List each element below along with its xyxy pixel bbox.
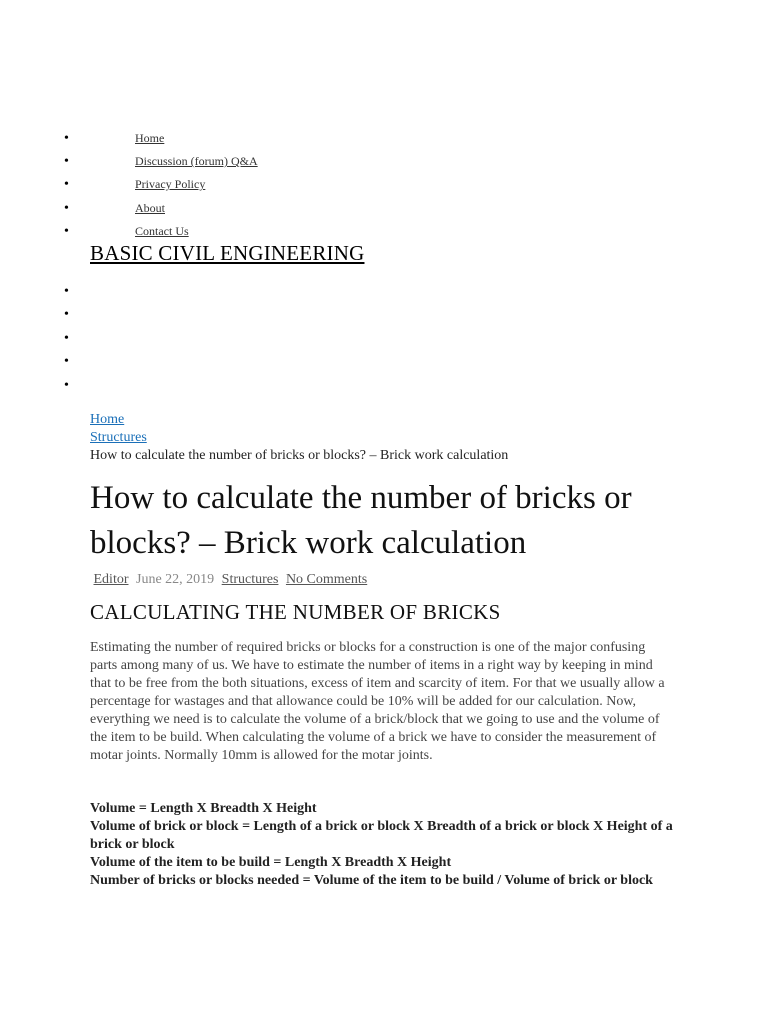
breadcrumb xyxy=(90,411,508,465)
nav-link-privacy-policy[interactable]: Privacy Policy xyxy=(135,177,206,192)
site-title[interactable]: BASIC CIVIL ENGINEERING xyxy=(90,241,365,265)
formula-list xyxy=(90,800,674,890)
bullet-icon: • xyxy=(64,200,69,216)
post-title: How to calculate the number of bricks or blocks? – Brick work calculation xyxy=(90,480,632,561)
breadcrumb-current: How to calculate the number of bricks or blocks? – Brick work calculation xyxy=(90,448,509,463)
formula-bricks-needed: Number of bricks or blocks needed = Volume of the item to be build / Volume of brick or block xyxy=(90,873,653,888)
nav-link-discussion[interactable]: Discussion (forum) Q&A xyxy=(135,154,258,169)
formula-volume: Volume = Length X Breadth X Height xyxy=(90,801,317,816)
nav-link-contact-us[interactable]: Contact Us xyxy=(135,223,189,238)
bullet-icon: • xyxy=(64,377,69,393)
breadcrumb-category-link[interactable]: Structures xyxy=(90,430,147,445)
bullet-icon: • xyxy=(64,330,69,346)
bullet-icon: • xyxy=(64,354,69,370)
formula-item-volume: Volume of the item to be build = Length X Breadth X Height xyxy=(90,855,452,870)
post-meta xyxy=(90,572,371,588)
bullet-icon: • xyxy=(64,154,69,170)
nav-link-about[interactable]: About xyxy=(135,200,165,215)
comments-link[interactable]: No Comments xyxy=(285,572,368,587)
category-link[interactable]: Structures xyxy=(221,572,279,587)
bullet-icon: • xyxy=(64,223,69,239)
author-link[interactable]: Editor xyxy=(93,572,129,587)
formula-brick-volume: Volume of brick or block = Length of a brick or block X Breadth of a brick or block X Height of a brick or block xyxy=(90,819,673,852)
nav-link-home[interactable]: Home xyxy=(135,131,165,145)
bullet-icon: • xyxy=(64,284,69,299)
post-date: June 22, 2019 xyxy=(136,572,215,587)
body-paragraph: Estimating the number of required bricks or blocks for a construction is one of the major confusing parts among many of us. We have to estimate the number of items in a right way by keeping in mind that to be free from the both situations, excess of item and scarcity of item. For that we usually allow a percentage for wastages and that allowance could be 10% will be added for our calculation. Now, everything we need is to calculate the volume of a brick/block that we going to use and the volume of the item to be build. When calculating the volume of a brick we have to consider the measurement of motar joints. Normally 10mm is allowed for the motar joints. xyxy=(90,640,665,763)
breadcrumb-home-link[interactable]: Home xyxy=(90,412,125,427)
bullet-icon: • xyxy=(64,307,69,323)
section-heading: CALCULATING THE NUMBER OF BRICKS xyxy=(90,600,501,624)
bullet-icon: • xyxy=(64,177,69,193)
bullet-icon: • xyxy=(64,131,69,146)
